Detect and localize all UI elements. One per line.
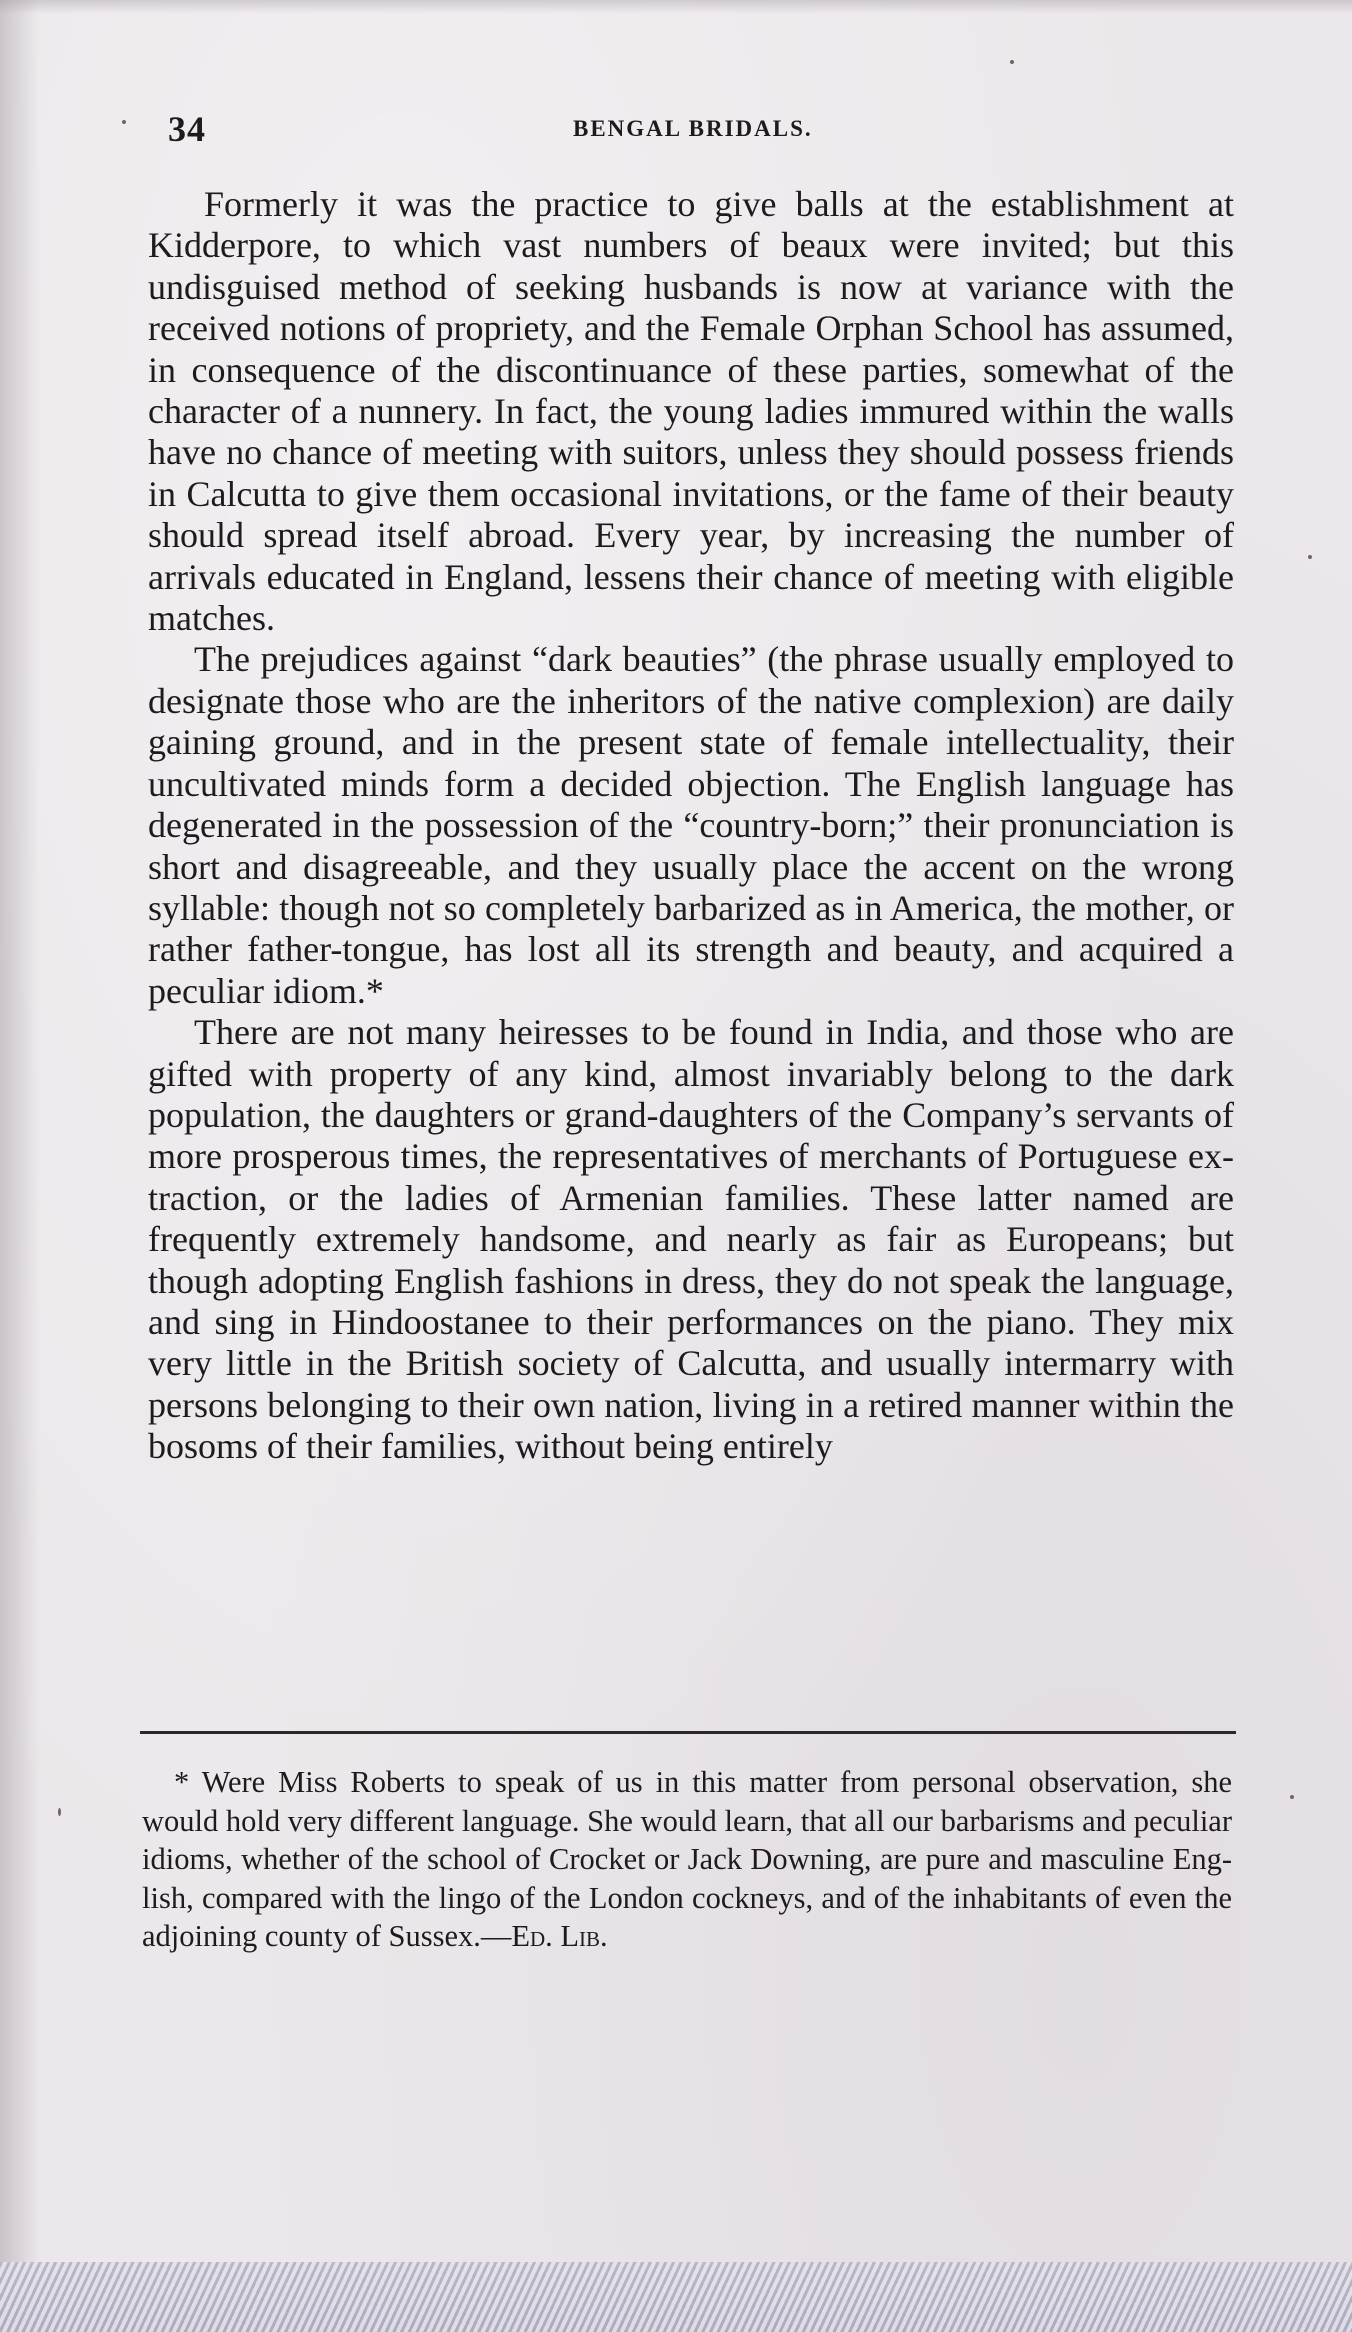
paragraph-kidderpore: Formerly it was the practice to give balls at the establishment at Kidderpore, to which vast numbers of beaux were invited; but this undisguised method of seeking husbands is now at variance with the received notions of propriety, and the Female Orphan School has assumed, in consequence of the discontinuance of these parties, somewhat of the character of a nunnery. In fact, the young ladies immured within the walls have no chance of meeting with suitors, unless they should possess friends in Calcutta to give them occasional invitations, or the fame of their beauty should spread itself abroad. Every year, by increasing the number of arrivals educated in England, lessens their chance of meeting with eligible matches. xyxy=(148,184,1234,639)
page-gutter-shadow xyxy=(0,0,40,2332)
paragraph-dark-beauties: The prejudices against “dark beauties” (the phrase usually employed to designate those who are the inheritors of the native complexion) are daily gaining ground, and in the present state of female intellectuality, their uncultivated minds form a decided objection. The English language has degenerated in the possession of the “country-born;” their pronunciation is short and disagreeable, and they usually place the accent on the wrong syllable: though not so completely barbarized as in America, the mother, or rather father-tongue, has lost all its strength and beauty, and acquired a peculiar idiom.* xyxy=(148,639,1234,1011)
footnote-signature: Ed. Lib. xyxy=(511,1919,608,1953)
page-number: 34 xyxy=(168,109,206,149)
footnote-paragraph xyxy=(142,1763,1232,1956)
paper-speck xyxy=(58,1808,61,1816)
running-title: BENGAL BRIDALS. xyxy=(573,116,813,141)
footnote xyxy=(142,1763,1232,1956)
footnote-text: * Were Miss Roberts to speak of us in this matter from personal observation, she would hold very different language. She would learn, that all our barbarisms and peculiar idioms, whether of the school of Crocket or Jack Downing, are pure and masculine English, compared with the lingo of the London cockneys, and of the inhabitants of even the adjoining county of Sussex.— xyxy=(142,1765,1232,1953)
page-header xyxy=(168,108,1228,158)
body-text xyxy=(148,184,1234,1468)
bottom-cloth-edge xyxy=(0,2262,1352,2332)
paragraph-heiresses: There are not many heiresses to be found in India, and those who are gifted with property of any kind, almost invariably belong to the dark population, the daughters or grand-daughters of the Company’s servants of more prosperous times, the representatives of merchants of Portuguese extraction, or the ladies of Armenian families. These latter named are frequently extremely handsome, and nearly as fair as Europeans; but though adopting English fashions in dress, they do not speak the language, and sing in Hindoostanee to their performances on the piano. They mix very little in the British society of Calcutta, and usually intermarry with persons belonging to their own nation, living in a retired manner within the bosoms of their families, without being entirely xyxy=(148,1012,1234,1467)
paper-speck xyxy=(1308,555,1312,559)
paper-speck xyxy=(122,120,126,124)
paper-speck xyxy=(1010,60,1014,64)
paper-speck xyxy=(1290,1795,1294,1799)
page-top-edge xyxy=(0,0,1352,14)
footnote-rule xyxy=(140,1731,1236,1734)
